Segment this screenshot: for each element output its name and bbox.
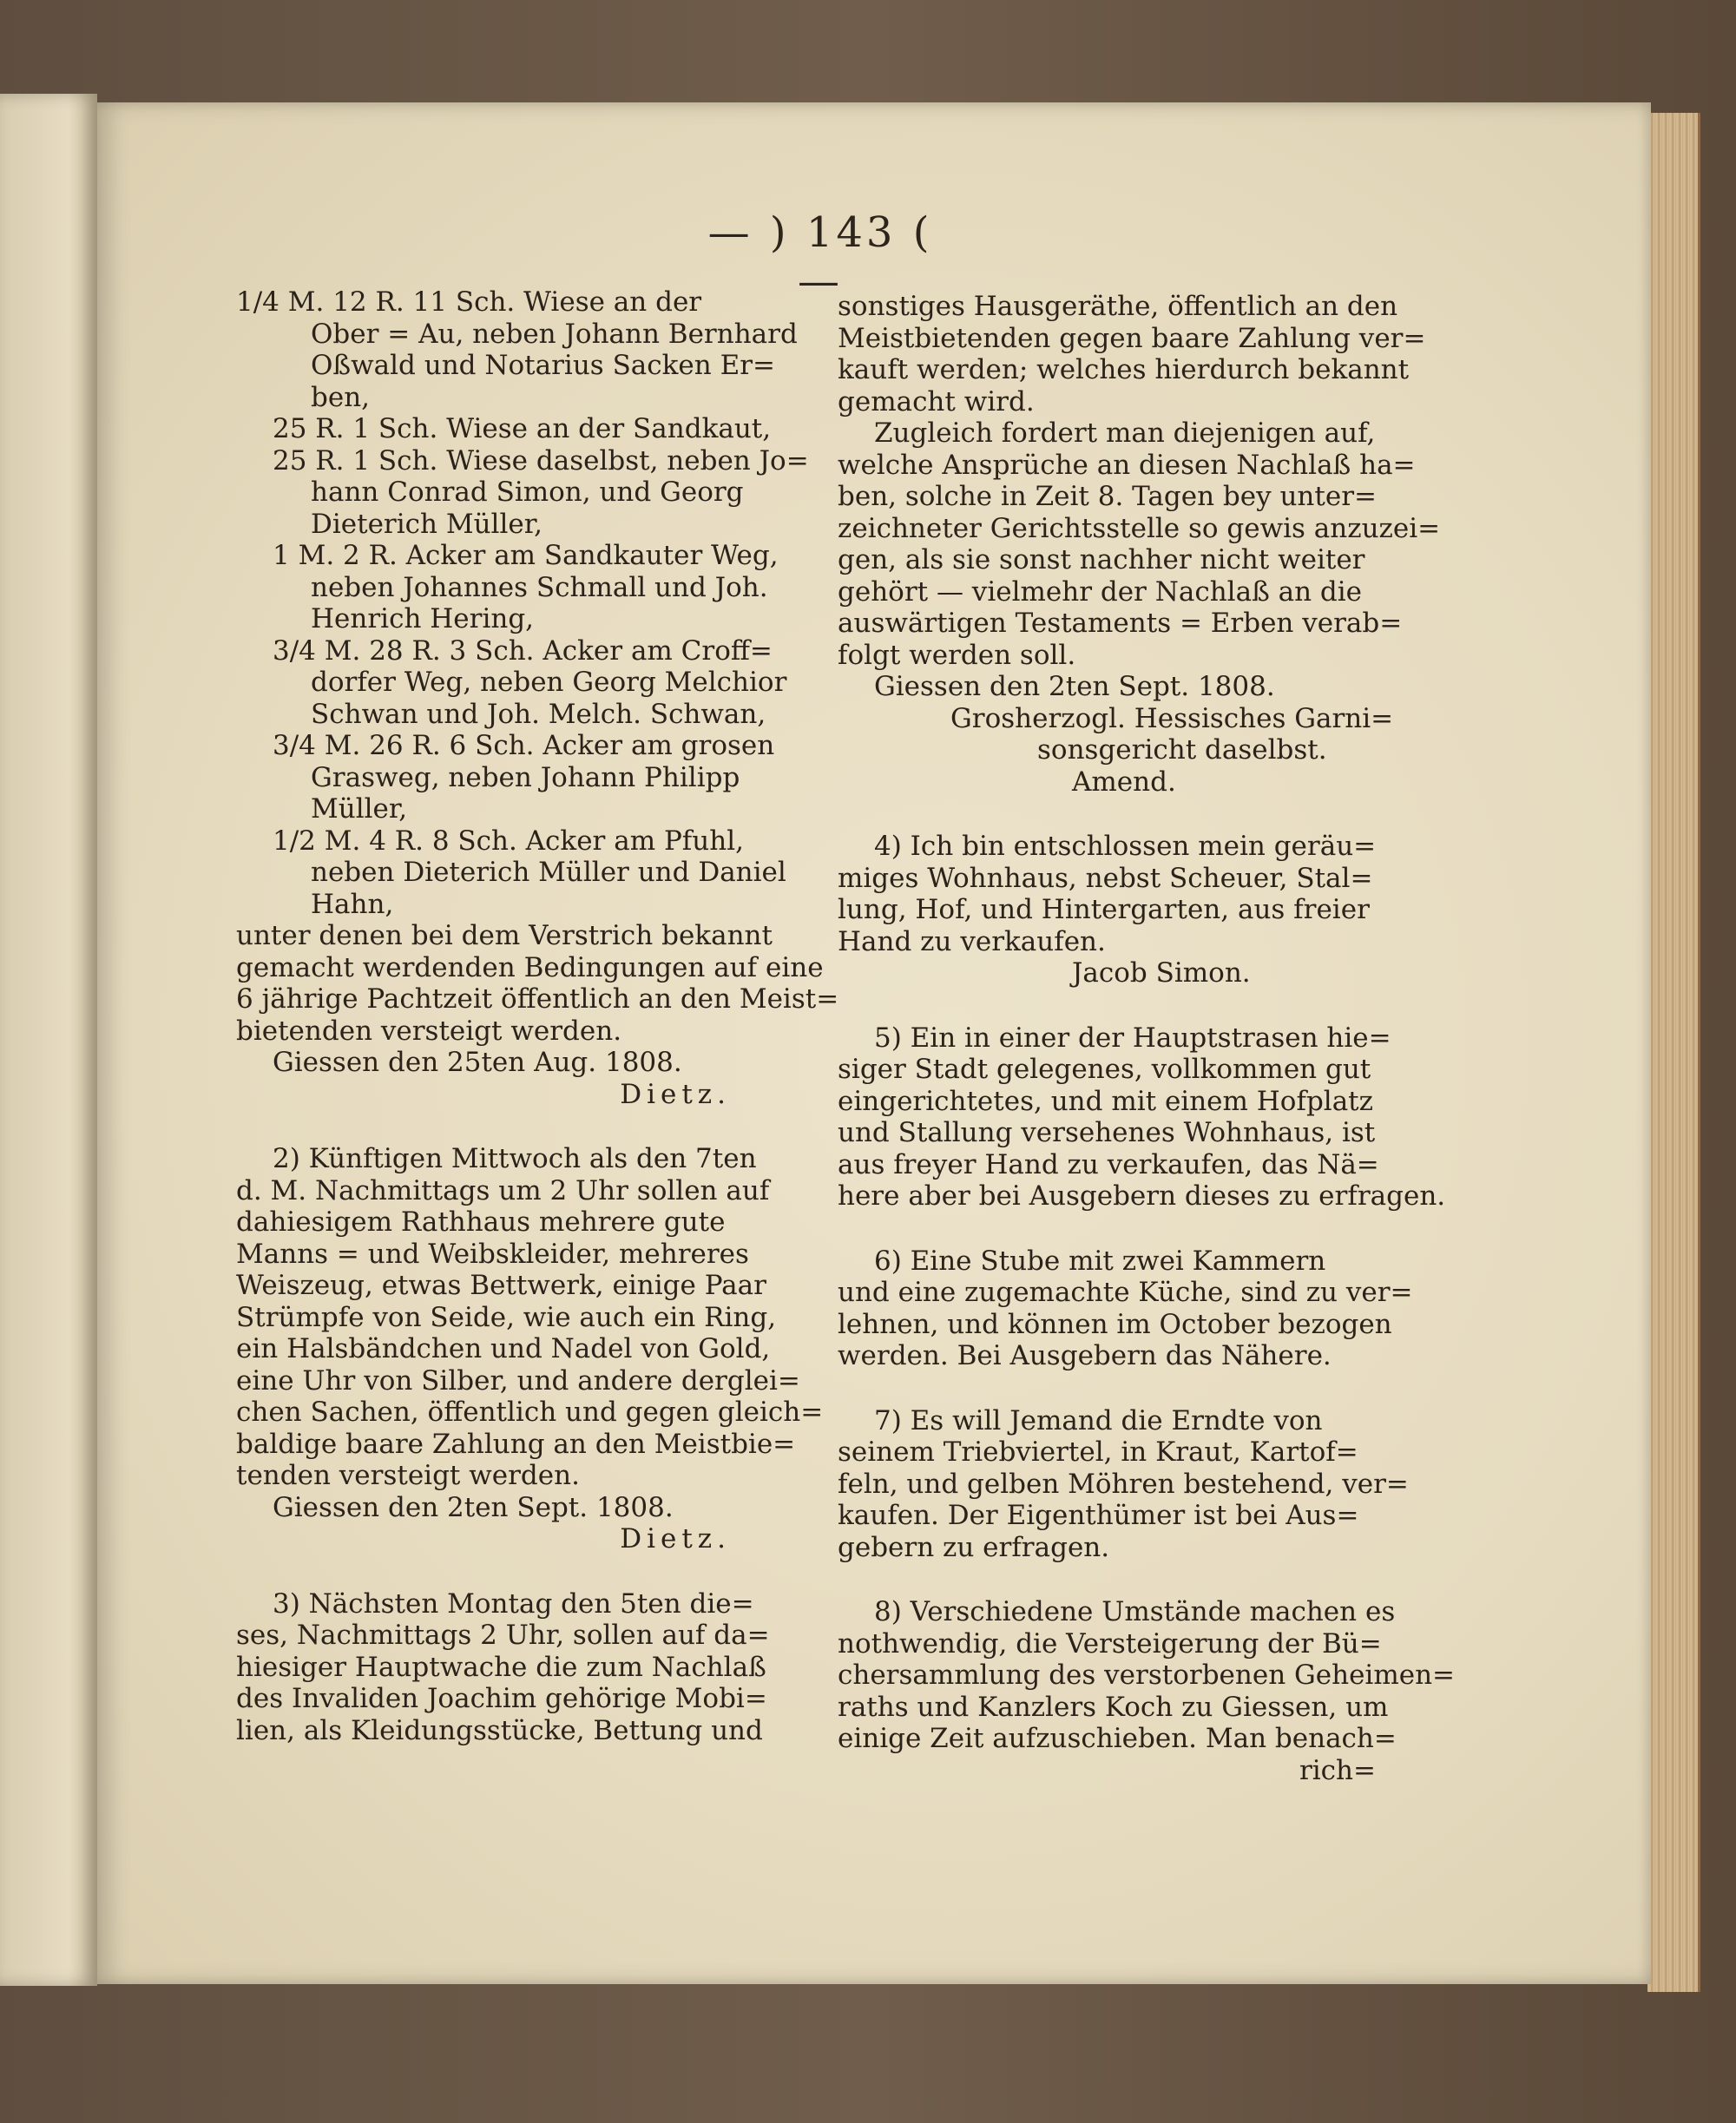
authority-line: Grosherzogl. Hessisches Garni=	[950, 702, 1394, 734]
body-line: einige Zeit aufzuschieben. Man benach=	[838, 1723, 1397, 1754]
list-line: Hahn,	[311, 888, 394, 920]
body-line: zeichneter Gerichtsstelle so gewis anzuzei=	[838, 512, 1441, 544]
body-line: chersammlung des verstorbenen Geheimen=	[838, 1660, 1456, 1691]
body-line: gemacht werdenden Bedingungen auf eine	[236, 951, 824, 983]
date-line: Giessen den 25ten Aug. 1808.	[273, 1047, 682, 1078]
spacer	[838, 798, 1410, 831]
list-line: Ober = Au, neben Johann Bernhard	[311, 318, 798, 350]
body-line: nothwendig, die Versteigerung der Bü=	[838, 1627, 1382, 1660]
body-line: 7) Es will Jemand die Erndte von	[874, 1404, 1323, 1436]
body-line: seinem Triebviertel, in Kraut, Kartof=	[838, 1436, 1358, 1468]
list-line: 1/4 M. 12 R. 11 Sch. Wiese an der	[236, 286, 702, 318]
left-page-edge	[0, 94, 97, 1986]
list-line: neben Johannes Schmall und Joh.	[311, 571, 768, 603]
body-line: here aber bei Ausgebern dieses zu erfragen.	[838, 1180, 1446, 1212]
body-line: ses, Nachmittags 2 Uhr, sollen auf da=	[236, 1620, 770, 1651]
body-line: 8) Verschiedene Umstände machen es	[874, 1596, 1396, 1627]
body-line: lien, als Kleidungsstücke, Bettung und	[236, 1714, 763, 1746]
body-line: welche Ansprüche an diesen Nachlaß ha=	[838, 449, 1416, 481]
signature: Dietz.	[620, 1523, 731, 1554]
body-line: ben, solche in Zeit 8. Tagen bey unter=	[838, 481, 1377, 512]
body-line: folgt werden soll.	[838, 639, 1076, 671]
body-line: auswärtigen Testaments = Erben verab=	[838, 608, 1403, 639]
list-line: Schwan und Joh. Melch. Schwan,	[311, 698, 766, 730]
body-line: chen Sachen, öffentlich und gegen gleich=	[236, 1397, 824, 1428]
body-line: gebern zu erfragen.	[838, 1531, 1110, 1563]
spacer	[236, 1110, 809, 1143]
list-line: 1 M. 2 R. Acker am Sandkauter Weg,	[273, 540, 779, 571]
signature: Dietz.	[620, 1078, 731, 1110]
body-line: d. M. Nachmittags um 2 Uhr sollen auf	[236, 1174, 770, 1206]
list-line: 3/4 M. 28 R. 3 Sch. Acker am Croff=	[273, 634, 773, 667]
body-line: unter denen bei dem Verstrich bekannt	[236, 920, 773, 951]
list-line: Dieterich Müller,	[311, 508, 542, 540]
body-line: 2) Künftigen Mittwoch als den 7ten	[273, 1143, 757, 1174]
date-line: Giessen den 2ten Sept. 1808.	[874, 671, 1275, 702]
body-line: 3) Nächsten Montag den 5ten die=	[273, 1587, 754, 1620]
spacer	[838, 989, 1410, 1022]
body-line: hiesiger Hauptwache die zum Nachlaß	[236, 1651, 766, 1683]
body-line: ein Halsbändchen und Nadel von Gold,	[236, 1333, 771, 1364]
catchword: rich=	[1299, 1754, 1376, 1786]
body-line: raths und Kanzlers Koch zu Giessen, um	[838, 1691, 1389, 1723]
body-line: tenden versteigt werden.	[236, 1460, 580, 1491]
body-line: 6 jährige Pachtzeit öffentlich an den Meist=	[236, 983, 839, 1015]
spacer	[838, 1563, 1410, 1596]
body-line: baldige baare Zahlung an den Meistbie=	[236, 1428, 796, 1460]
body-line: kauft werden; welches hierdurch bekannt	[838, 354, 1410, 385]
body-line: miges Wohnhaus, nebst Scheuer, Stal=	[838, 862, 1373, 894]
spacer	[838, 1372, 1410, 1405]
body-line: sonstiges Hausgeräthe, öffentlich an den	[838, 291, 1398, 322]
body-line: 6) Eine Stube mit zwei Kammern	[874, 1245, 1326, 1277]
body-line: Manns = und Weibskleider, mehreres	[236, 1238, 749, 1270]
body-line: 4) Ich bin entschlossen mein geräu=	[874, 831, 1377, 862]
body-line: Weiszeug, etwas Bettwerk, einige Paar	[236, 1270, 766, 1301]
spacer	[236, 1555, 809, 1588]
body-line: siger Stadt gelegenes, vollkommen gut	[838, 1054, 1371, 1085]
body-line: eine Uhr von Silber, und andere derglei=	[236, 1364, 800, 1397]
body-line: eingerichtetes, und mit einem Hofplatz	[838, 1085, 1373, 1117]
right-column	[838, 291, 1456, 1786]
body-line: kaufen. Der Eigenthümer ist bei Aus=	[838, 1500, 1359, 1531]
signature: Jacob Simon.	[1072, 957, 1251, 989]
list-line: Henrich Hering,	[311, 603, 535, 634]
list-line: ben,	[311, 381, 371, 413]
body-line: des Invaliden Joachim gehörige Mobi=	[236, 1683, 767, 1714]
page-block-edges	[1647, 113, 1700, 1992]
list-line: 25 R. 1 Sch. Wiese daselbst, neben Jo=	[273, 444, 809, 477]
body-line: gehört — vielmehr der Nachlaß an die	[838, 575, 1363, 608]
list-line: hann Conrad Simon, und Georg	[311, 477, 744, 508]
list-line: 1/2 M. 4 R. 8 Sch. Acker am Pfuhl,	[273, 825, 744, 857]
page-number: — ) 143 ( —	[707, 208, 933, 306]
body-line: Zugleich fordert man diejenigen auf,	[874, 417, 1376, 449]
body-line: dahiesigem Rathhaus mehrere gute	[236, 1206, 726, 1238]
signature: Amend.	[1072, 766, 1176, 798]
body-line: Strümpfe von Seide, wie auch ein Ring,	[236, 1301, 777, 1333]
list-line: Oßwald und Notarius Sacken Er=	[311, 350, 776, 381]
body-line: und Stallung versehenes Wohnhaus, ist	[838, 1117, 1376, 1148]
body-line: bietenden versteigt werden.	[236, 1015, 622, 1047]
list-line: Grasweg, neben Johann Philipp	[311, 761, 740, 793]
list-line: dorfer Weg, neben Georg Melchior	[311, 667, 787, 698]
body-line: lehnen, und können im October bezogen	[838, 1308, 1392, 1340]
body-line: und eine zugemachte Küche, sind zu ver=	[838, 1277, 1413, 1308]
body-line: 5) Ein in einer der Hauptstrasen hie=	[874, 1022, 1391, 1054]
body-line: Hand zu verkaufen.	[838, 925, 1106, 957]
body-line: Meistbietenden gegen baare Zahlung ver=	[838, 322, 1426, 354]
body-line: werden. Bei Ausgebern das Nähere.	[838, 1340, 1332, 1371]
spacer	[838, 1213, 1410, 1246]
list-line: 3/4 M. 26 R. 6 Sch. Acker am grosen	[273, 730, 775, 761]
body-line: gen, als sie sonst nachher nicht weiter	[838, 544, 1365, 575]
date-line: Giessen den 2ten Sept. 1808.	[273, 1491, 674, 1523]
body-line: aus freyer Hand zu verkaufen, das Nä=	[838, 1148, 1379, 1180]
body-line: feln, und gelben Möhren bestehend, ver=	[838, 1468, 1409, 1500]
authority-line: sonsgericht daselbst.	[1037, 734, 1327, 766]
body-line: lung, Hof, und Hintergarten, aus freier	[838, 894, 1370, 925]
left-column	[236, 286, 839, 1746]
body-line: gemacht wird.	[838, 385, 1035, 417]
list-line: neben Dieterich Müller und Daniel	[311, 857, 786, 888]
list-line: Müller,	[311, 793, 408, 825]
list-line: 25 R. 1 Sch. Wiese an der Sandkaut,	[273, 413, 772, 444]
